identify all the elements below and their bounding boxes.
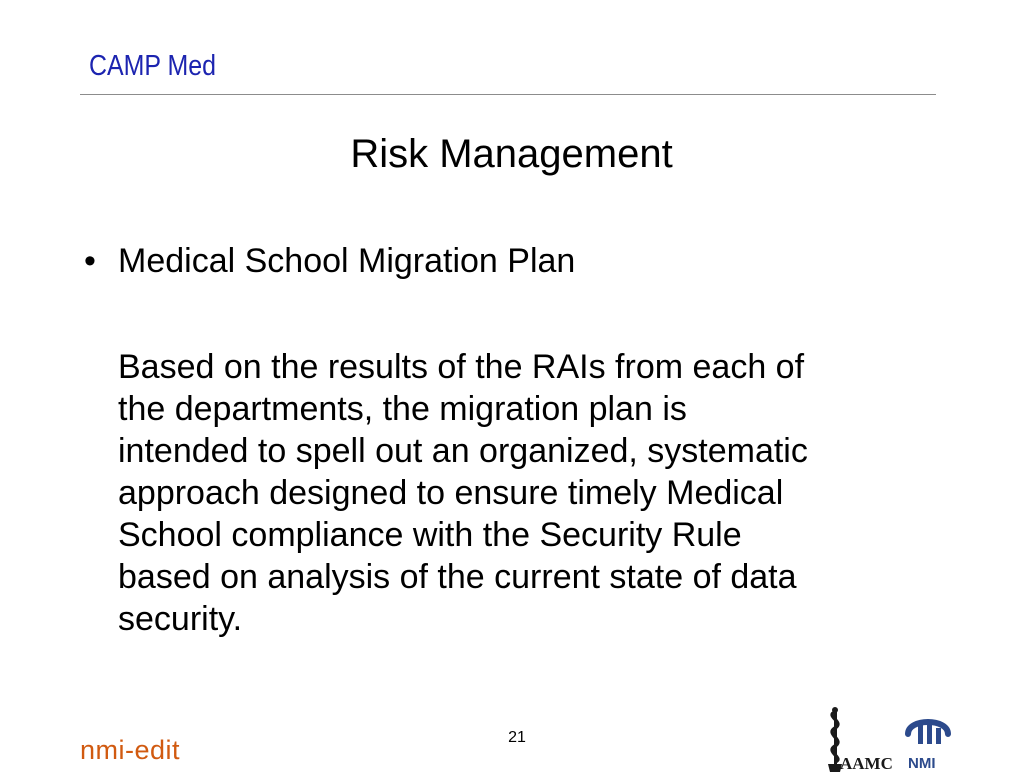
aamc-logo-text: AAMC — [840, 754, 893, 773]
slide-title: Risk Management — [350, 132, 673, 176]
nmi-logo-icon — [902, 712, 954, 774]
body-line: security. — [118, 600, 243, 638]
body-line: approach designed to ensure timely Medical — [118, 474, 784, 512]
body-line: Based on the results of the RAIs from each of — [118, 348, 805, 386]
nmi-logo-text: NMI — [908, 755, 936, 772]
body-line: School compliance with the Security Rule — [118, 516, 742, 554]
bullet-marker: • — [84, 242, 96, 280]
aamc-logo-icon — [820, 706, 902, 776]
body-line: based on analysis of the current state of data — [118, 558, 797, 596]
page-number: 21 — [508, 729, 526, 746]
bullet-heading: Medical School Migration Plan — [118, 242, 576, 280]
footer-brand: nmi-edit — [80, 735, 181, 765]
body-line: intended to spell out an organized, systematic — [118, 432, 808, 470]
body-paragraph — [118, 346, 948, 640]
header-divider — [80, 94, 936, 95]
header-brand: CAMP Med — [89, 50, 217, 82]
body-line: the departments, the migration plan is — [118, 390, 687, 428]
